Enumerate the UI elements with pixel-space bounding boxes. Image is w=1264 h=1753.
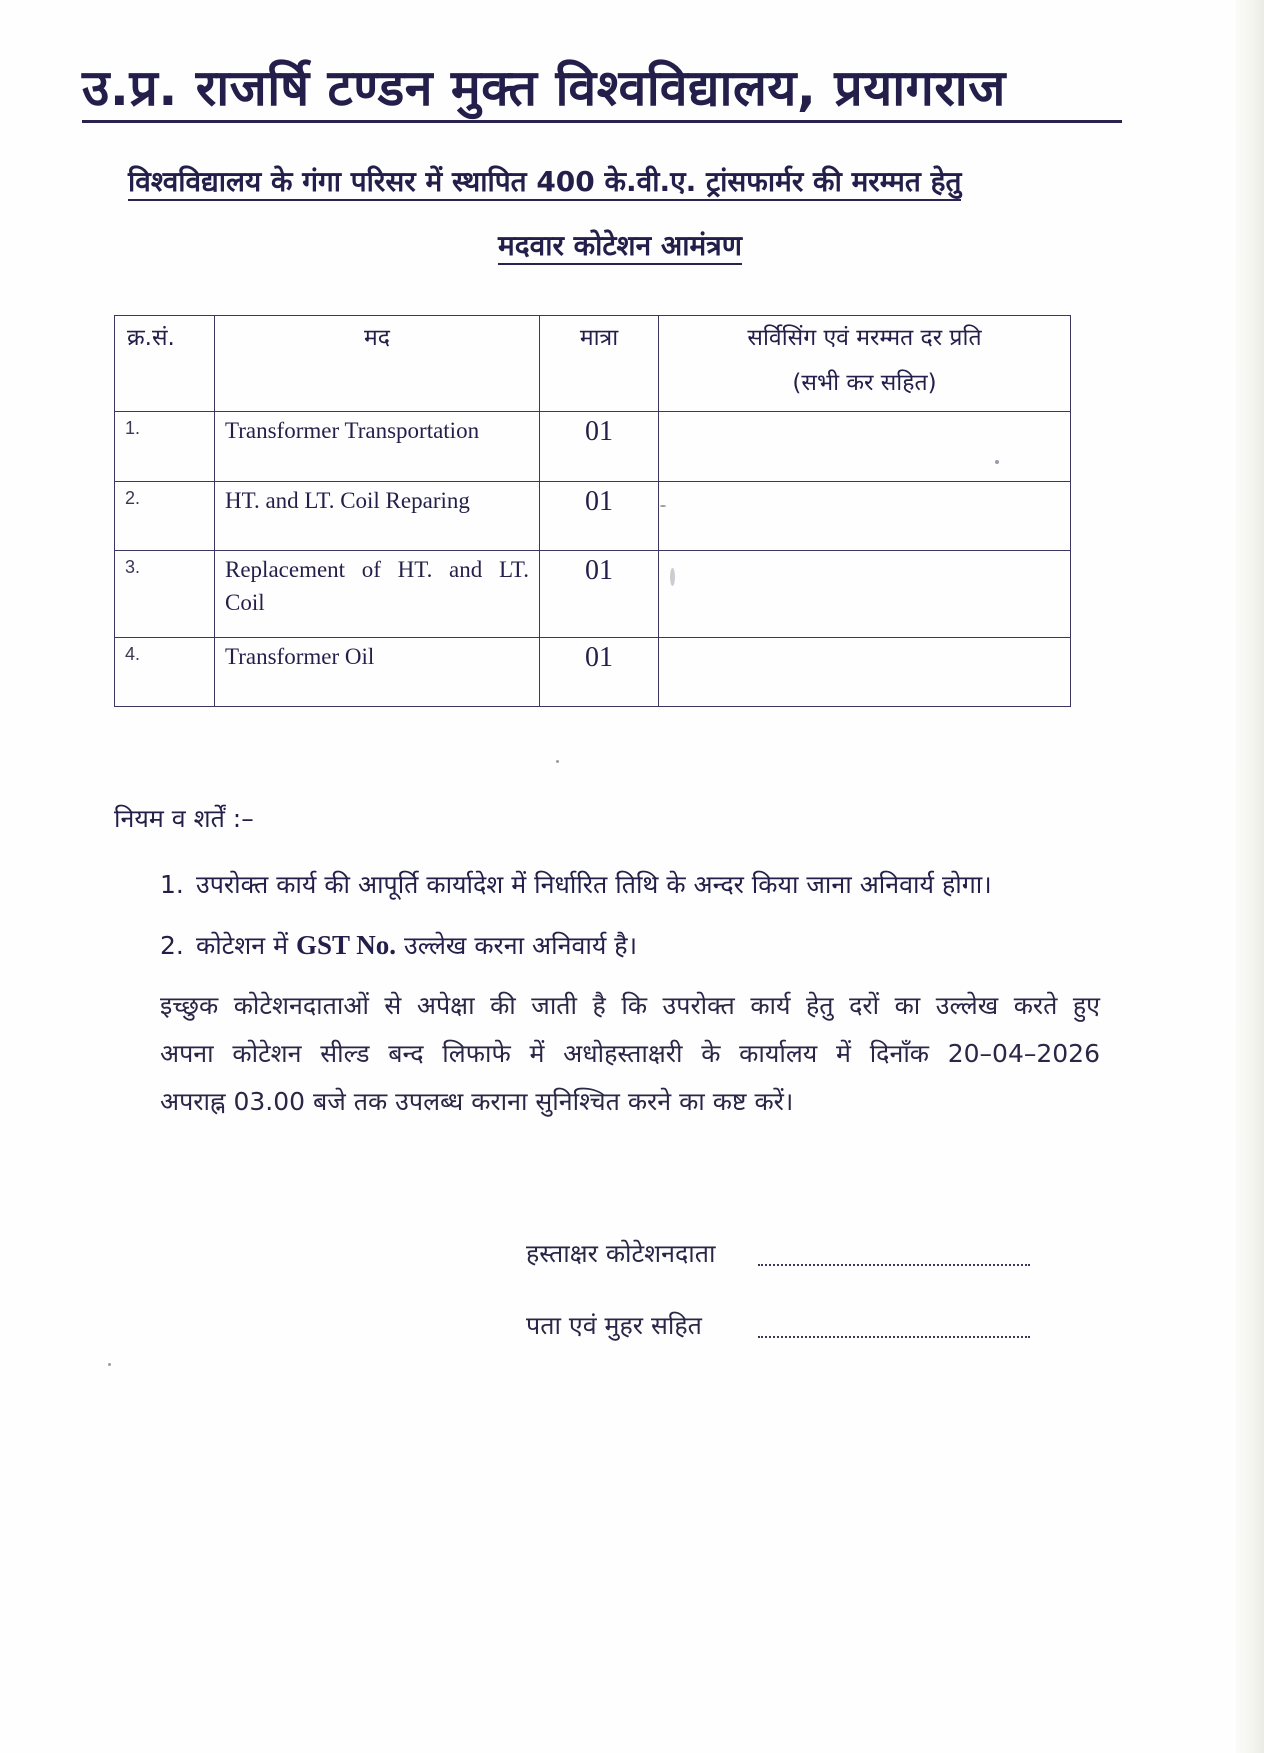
row-item: Replacement of HT. and LT. Coil	[215, 551, 540, 638]
row-item: Transformer Oil	[215, 638, 540, 707]
table-row	[115, 551, 1071, 638]
row-serial: 2.	[115, 482, 215, 551]
row-rate-field[interactable]	[659, 551, 1071, 638]
signature-field[interactable]	[758, 1244, 1030, 1266]
address-label: पता एवं मुहर सहित	[526, 1311, 702, 1340]
scan-speck	[995, 460, 999, 464]
instructions-line-1: इच्छुक कोटेशनदाताओं से अपेक्षा की जाती है कि उपरोक्त कार्य हेतु दरों का उल्लेख करते हुए	[160, 991, 1100, 1020]
signature-row	[526, 1236, 1030, 1272]
scan-speck	[660, 505, 666, 507]
row-quantity: 01	[540, 482, 659, 551]
subject-line-2-text: मदवार कोटेशन आमंत्रण	[498, 229, 742, 265]
row-item: HT. and LT. Coil Reparing	[215, 482, 540, 551]
subject-line-2	[0, 228, 1240, 264]
quotation-items-table	[114, 315, 1071, 707]
row-serial: 1.	[115, 412, 215, 482]
terms-heading: नियम व शर्तें :–	[114, 804, 254, 833]
term-item	[160, 868, 992, 902]
scan-speck	[556, 760, 559, 763]
row-serial: 3.	[115, 551, 215, 638]
instructions-line-3: अपराह्न 03.00 बजे तक उपलब्ध कराना सुनिश्चित करने का कष्ट करें।	[160, 1087, 794, 1116]
row-rate-field[interactable]	[659, 482, 1071, 551]
table-row	[115, 482, 1071, 551]
row-item: Transformer Transportation	[215, 412, 540, 482]
subject-line-1	[128, 164, 1058, 200]
address-field[interactable]	[758, 1316, 1030, 1338]
header-rate	[659, 316, 1071, 412]
header-item: मद	[215, 316, 540, 412]
scan-speck	[670, 568, 675, 586]
table-row	[115, 412, 1071, 482]
signature-label: हस्ताक्षर कोटेशनदाता	[526, 1239, 716, 1268]
instructions-paragraph	[160, 982, 1100, 1126]
term-text-before: कोटेशन में	[196, 931, 296, 960]
subject-line-1-text: विश्वविद्यालय के गंगा परिसर में स्थापित 400 के.वी.ए. ट्रांसफार्मर की मरम्मत हेतु	[128, 165, 961, 201]
header-rate-line-1: सर्विसिंग एवं मरम्मत दर प्रति	[747, 325, 982, 351]
row-rate-field[interactable]	[659, 412, 1071, 482]
address-row	[526, 1308, 1030, 1344]
header-quantity: मात्रा	[540, 316, 659, 412]
scan-speck	[108, 1363, 111, 1366]
row-rate-field[interactable]	[659, 638, 1071, 707]
term-text-gst: GST No.	[296, 930, 397, 960]
row-serial: 4.	[115, 638, 215, 707]
header-serial: क्र.सं.	[115, 316, 215, 412]
term-number: 1.	[160, 870, 184, 899]
university-name-heading: उ.प्र. राजर्षि टण्डन मुक्त विश्वविद्यालय, प्रयागराज	[82, 58, 1122, 123]
term-number: 2.	[160, 931, 184, 960]
table-row	[115, 638, 1071, 707]
table-header-row	[115, 316, 1071, 412]
instructions-line-2: अपना कोटेशन सील्ड बन्द लिफाफे में अधोहस्ताक्षरी के कार्यालय में दिनाँक 20–04–2026	[160, 1039, 1100, 1068]
row-quantity: 01	[540, 638, 659, 707]
header-rate-line-2: (सभी कर सहित)	[792, 370, 937, 396]
scan-edge	[1236, 0, 1264, 1753]
term-text-after: उल्लेख करना अनिवार्य है।	[396, 931, 638, 960]
term-text: उपरोक्त कार्य की आपूर्ति कार्यादेश में निर्धारित तिथि के अन्दर किया जाना अनिवार्य होगा।	[196, 870, 992, 899]
term-item	[160, 928, 637, 963]
row-quantity: 01	[540, 412, 659, 482]
row-quantity: 01	[540, 551, 659, 638]
